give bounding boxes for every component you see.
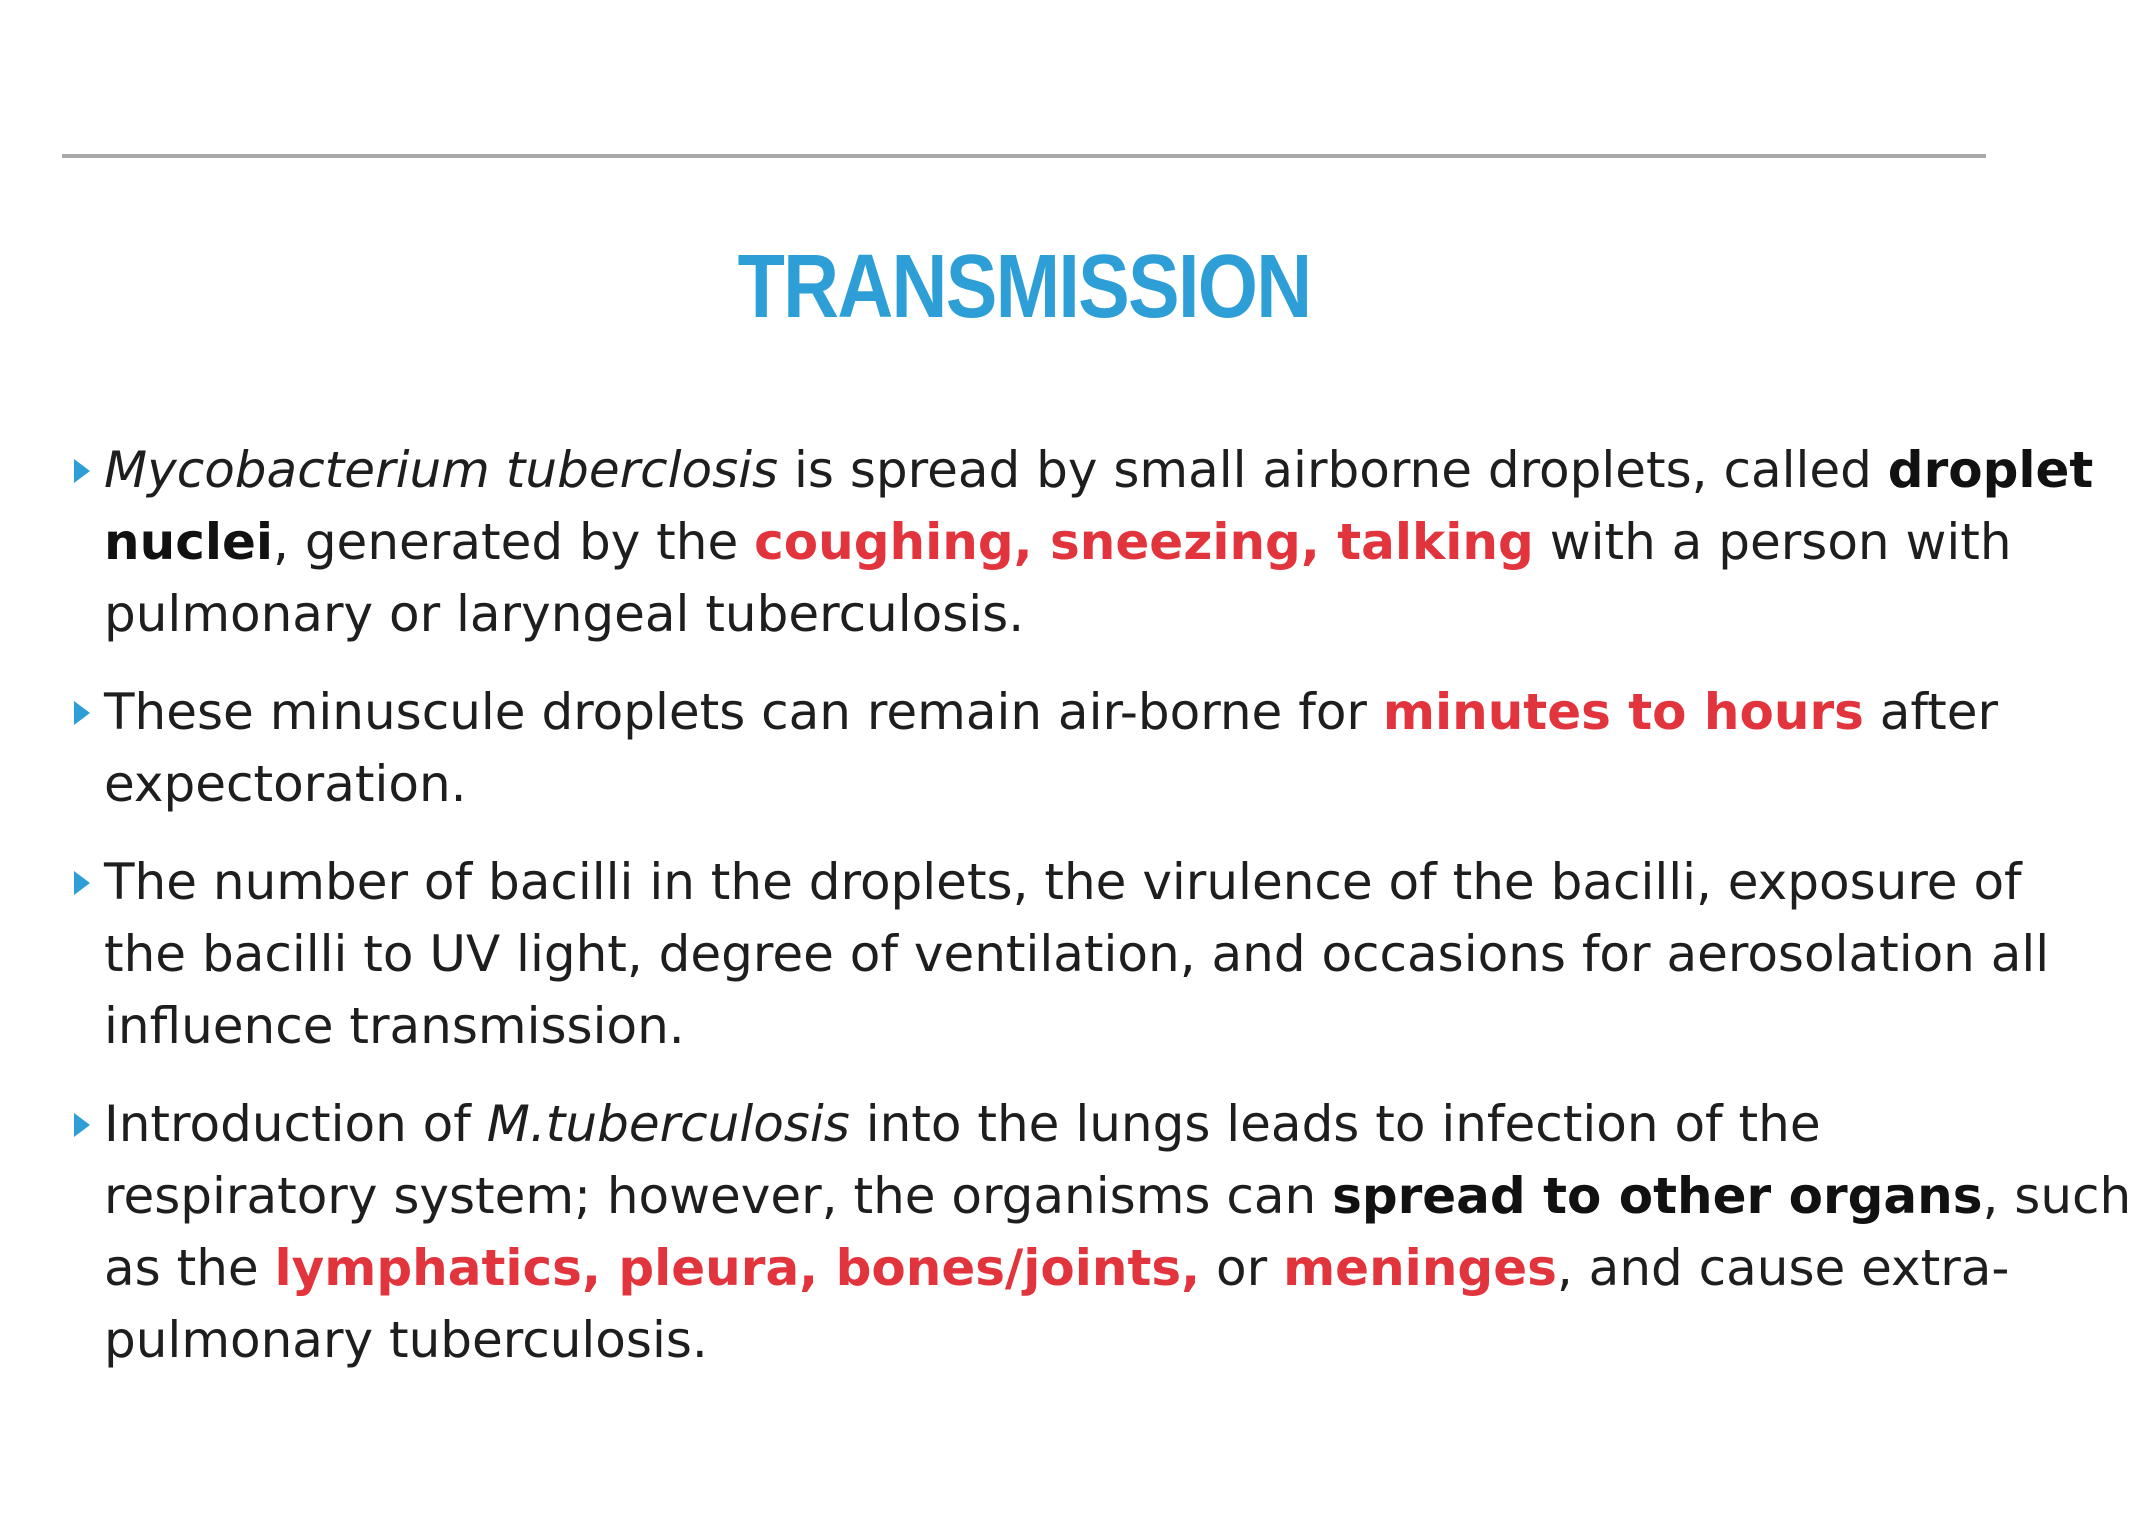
bullet-line: pulmonary or laryngeal tuberculosis. bbox=[104, 585, 1025, 643]
bullet-line bbox=[104, 676, 1999, 748]
bullet-item-extrapulmonary bbox=[68, 1088, 2131, 1376]
bullet-line: the bacilli to UV light, degree of ventilation, and occasions for aerosolation all bbox=[104, 925, 2050, 983]
italic-term: M.tuberculosis bbox=[486, 1095, 850, 1153]
highlight-term: meninges bbox=[1283, 1239, 1557, 1297]
highlight-term: lymphatics, pleura, bones/joints, bbox=[274, 1239, 1201, 1297]
bullet-line: expectoration. bbox=[104, 755, 467, 813]
bold-term: spread to other organs bbox=[1332, 1167, 1983, 1225]
bullet-item-factors bbox=[68, 846, 2050, 1062]
bullet-line bbox=[104, 434, 2094, 506]
bullet-line: pulmonary tuberculosis. bbox=[104, 1311, 708, 1369]
triangle-bullet-icon bbox=[74, 1113, 90, 1137]
bullet-text: is spread by small airborne droplets, called bbox=[778, 441, 1888, 499]
bold-term: nuclei bbox=[104, 513, 274, 571]
bullet-text: , and cause extra- bbox=[1556, 1239, 2010, 1297]
slide-title: TRANSMISSION bbox=[737, 237, 1311, 337]
highlight-term: minutes to hours bbox=[1382, 683, 1864, 741]
bullet-line bbox=[104, 506, 2012, 578]
bullet-text: , such bbox=[1982, 1167, 2131, 1225]
triangle-bullet-icon bbox=[74, 701, 90, 725]
triangle-bullet-icon bbox=[74, 459, 90, 483]
top-divider bbox=[62, 154, 1986, 158]
italic-term: Mycobacterium tuberclosis bbox=[104, 441, 779, 499]
bullet-item-airborne bbox=[68, 676, 1999, 820]
highlight-term: coughing, sneezing, talking bbox=[754, 513, 1534, 571]
bullet-text: or bbox=[1200, 1239, 1284, 1297]
bullet-text: respiratory system; however, the organisms can bbox=[104, 1167, 1333, 1225]
bullet-text: Introduction of bbox=[104, 1095, 487, 1153]
bullet-line bbox=[104, 1232, 2010, 1304]
bullet-text: These minuscule droplets can remain air-borne for bbox=[104, 683, 1383, 741]
bold-term: droplet bbox=[1887, 441, 2094, 499]
bullet-text: into the lungs leads to infection of the bbox=[849, 1095, 1821, 1153]
bullet-text: as the bbox=[104, 1239, 275, 1297]
bullet-list bbox=[68, 434, 2131, 1402]
bullet-line bbox=[104, 1160, 2131, 1232]
triangle-bullet-icon bbox=[74, 871, 90, 895]
bullet-text: with a person with bbox=[1533, 513, 2012, 571]
bullet-text: , generated by the bbox=[273, 513, 755, 571]
bullet-line bbox=[104, 1088, 1988, 1160]
bullet-item-spread bbox=[68, 434, 2094, 650]
bullet-text: after bbox=[1863, 683, 1999, 741]
bullet-line: The number of bacilli in the droplets, the virulence of the bacilli, exposure of bbox=[104, 853, 2022, 911]
bullet-line: influence transmission. bbox=[104, 997, 685, 1055]
